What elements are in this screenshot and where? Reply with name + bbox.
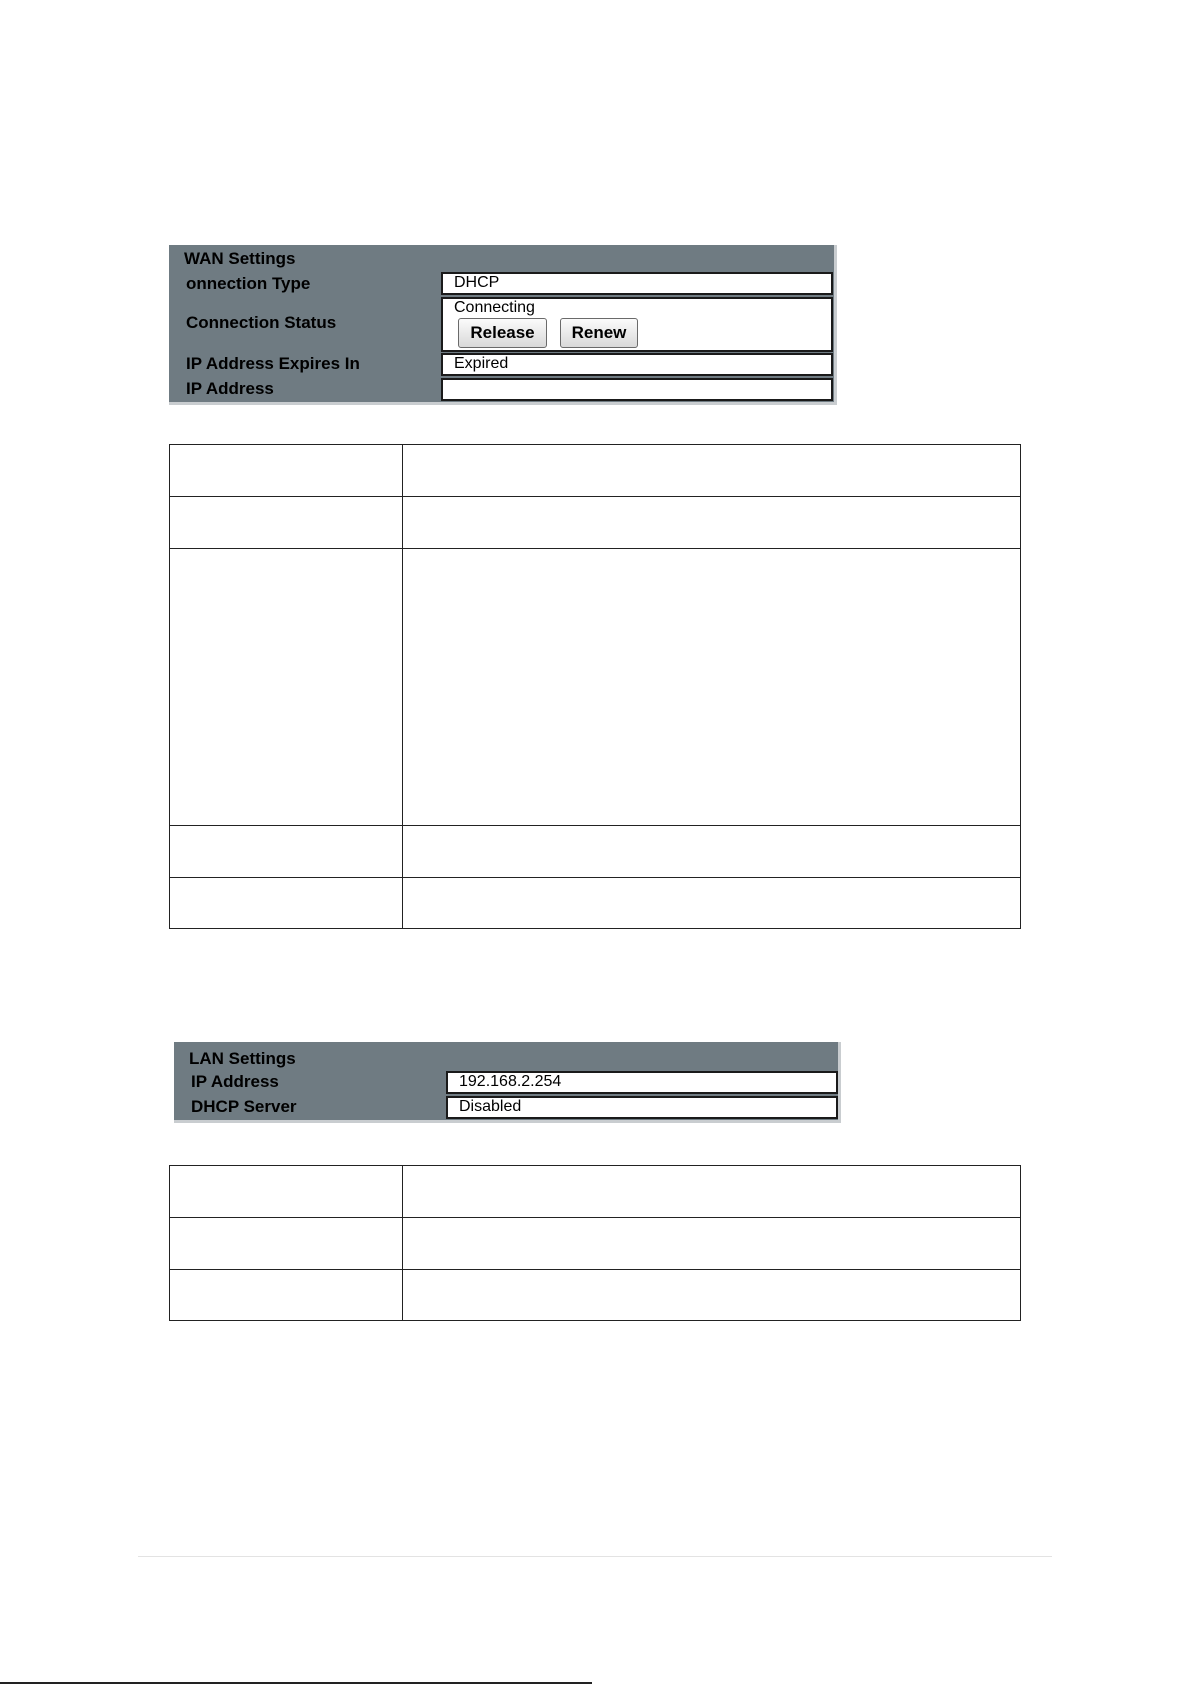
ip-expires-field[interactable]: Expired (441, 353, 833, 376)
ip-expires-label: IP Address Expires In (186, 354, 360, 373)
footer-divider (138, 1556, 1052, 1557)
dhcp-server-field[interactable]: Disabled (446, 1096, 838, 1119)
table-row (170, 1166, 1021, 1218)
dhcp-server-label: DHCP Server (191, 1097, 297, 1116)
table-row (170, 1270, 1021, 1321)
wan-ip-address-label: IP Address (186, 379, 274, 398)
lan-ip-address-field[interactable]: 192.168.2.254 (446, 1071, 838, 1094)
connection-status-label: Connection Status (186, 313, 337, 332)
table-row (170, 497, 1021, 549)
connection-type-label: onnection Type (186, 274, 311, 293)
wan-ip-address-field[interactable] (441, 378, 833, 401)
renew-button[interactable]: Renew (560, 318, 638, 348)
table-row (170, 549, 1021, 826)
wan-settings-panel (169, 245, 837, 405)
wan-settings-title: WAN Settings (184, 249, 296, 268)
lan-settings-title: LAN Settings (189, 1049, 296, 1068)
table-row (170, 1218, 1021, 1270)
wan-description-table (169, 444, 1021, 929)
release-button[interactable]: Release (458, 318, 547, 348)
lan-ip-address-label: IP Address (191, 1072, 279, 1091)
table-row (170, 878, 1021, 929)
table-row (170, 826, 1021, 878)
bottom-rule (0, 1682, 592, 1684)
lan-description-table (169, 1165, 1021, 1321)
lan-settings-panel (174, 1042, 841, 1123)
connection-status-value: Connecting (454, 299, 535, 316)
connection-type-field[interactable]: DHCP (441, 272, 833, 295)
table-row (170, 445, 1021, 497)
